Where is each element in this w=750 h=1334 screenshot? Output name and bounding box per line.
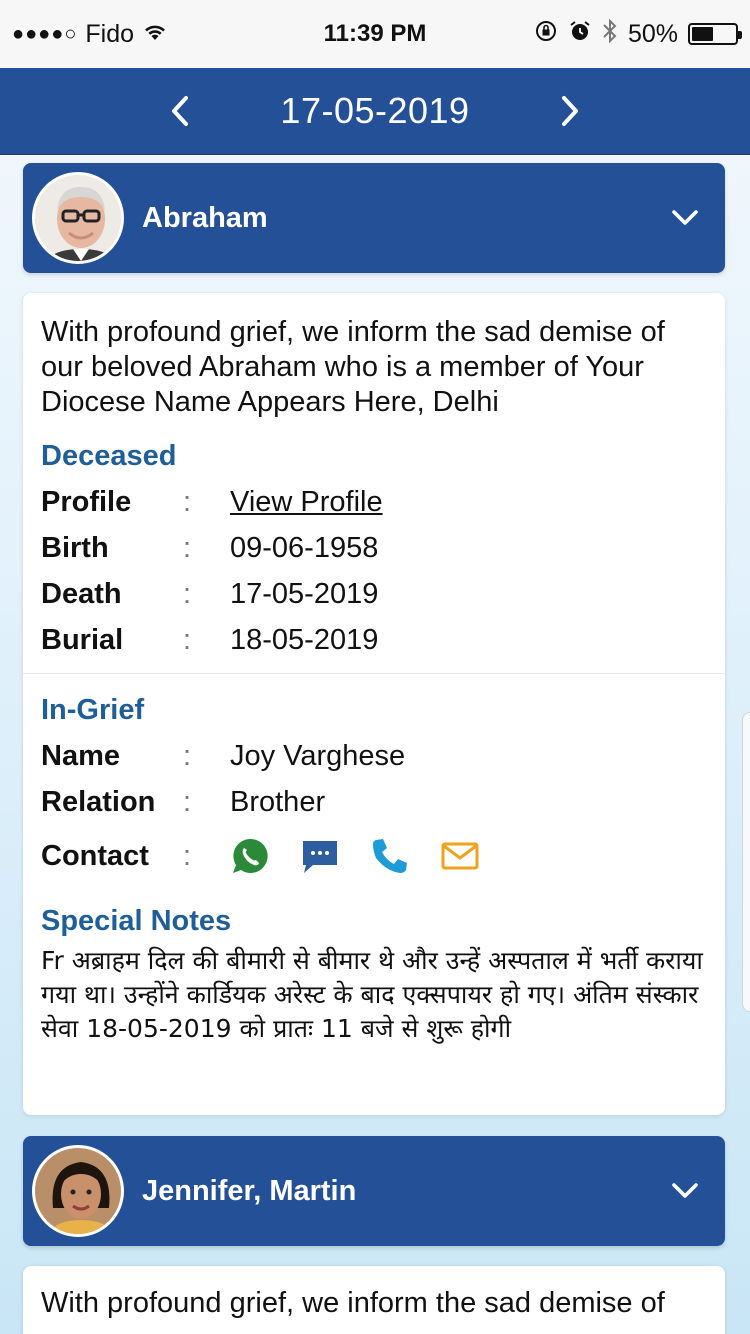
separator: : — [183, 839, 192, 872]
alarm-icon — [568, 19, 592, 50]
obituary-card — [23, 1266, 725, 1334]
phone-icon[interactable] — [370, 836, 410, 876]
separator: : — [183, 623, 192, 656]
birth-date: 09-06-1958 — [230, 531, 379, 564]
death-row — [23, 571, 725, 617]
separator: : — [183, 577, 192, 610]
burial-date: 18-05-2019 — [230, 623, 379, 656]
chevron-down-icon[interactable] — [655, 188, 715, 248]
death-date: 17-05-2019 — [230, 577, 379, 610]
previous-date-button[interactable] — [150, 81, 210, 141]
death-label: Death — [41, 577, 122, 610]
status-bar — [0, 0, 750, 68]
birth-row — [23, 525, 725, 571]
avatar — [32, 1145, 124, 1237]
contact-row — [23, 825, 725, 887]
relation-row — [23, 779, 725, 825]
message-icon[interactable] — [300, 836, 340, 876]
separator: : — [183, 485, 192, 518]
chevron-down-icon[interactable] — [655, 1161, 715, 1221]
whatsapp-icon[interactable] — [230, 836, 270, 876]
name-label: Name — [41, 739, 120, 772]
separator: : — [183, 785, 192, 818]
person-header-abraham[interactable] — [23, 163, 725, 273]
divider — [23, 673, 725, 674]
clock: 11:39 PM — [323, 20, 427, 47]
battery-icon — [688, 23, 738, 45]
battery-percent: 50% — [627, 19, 678, 48]
profile-label: Profile — [41, 485, 132, 518]
bluetooth-icon — [602, 18, 618, 51]
wifi-icon — [142, 20, 168, 49]
signal-strength: ●●●●○ — [12, 22, 78, 45]
obituary-card — [23, 293, 725, 1115]
profile-row — [23, 479, 725, 525]
separator: : — [183, 531, 192, 564]
in-grief-heading: In-Grief — [41, 694, 145, 726]
current-date: 17-05-2019 — [280, 90, 470, 131]
date-navigator — [0, 68, 750, 155]
relation-value: Brother — [230, 785, 326, 818]
relation-label: Relation — [41, 785, 156, 818]
separator: : — [183, 739, 192, 772]
person-name: Abraham — [142, 201, 268, 234]
special-notes-heading: Special Notes — [41, 905, 232, 937]
special-notes-text: Fr अब्राहम दिल की बीमारी से बीमार थे और उन्हें अस्पताल में भर्ती कराया गया था। उन्होंने कार्डियक अरेस्ट के बाद एक्सपायर हो गए। अंतिम संस्कार सेवा 18-05-2019 को प्रातः 11 बजे से शुरू होगी — [41, 946, 703, 1043]
grief-name-row — [23, 733, 725, 779]
obituary-intro: With profound grief, we inform the sad demise of our beloved Abraham who is a member of Your Diocese Name Appears Here, Delhi — [41, 316, 665, 418]
carrier-name: Fido — [85, 19, 135, 48]
rotation-lock-icon — [534, 19, 558, 50]
view-profile-link[interactable]: View Profile — [230, 485, 383, 518]
birth-label: Birth — [41, 531, 109, 564]
grief-name: Joy Varghese — [230, 739, 406, 772]
person-header-jennifer-martin[interactable] — [23, 1136, 725, 1246]
person-name: Jennifer, Martin — [142, 1174, 357, 1207]
obituary-intro: With profound grief, we inform the sad demise of — [41, 1287, 665, 1319]
burial-row — [23, 617, 725, 663]
next-date-button[interactable] — [540, 81, 600, 141]
contact-label: Contact — [41, 839, 149, 872]
email-icon[interactable] — [440, 836, 480, 876]
deceased-heading: Deceased — [41, 440, 177, 472]
avatar — [32, 172, 124, 264]
scroll-indicator[interactable] — [742, 712, 750, 1012]
burial-label: Burial — [41, 623, 124, 656]
